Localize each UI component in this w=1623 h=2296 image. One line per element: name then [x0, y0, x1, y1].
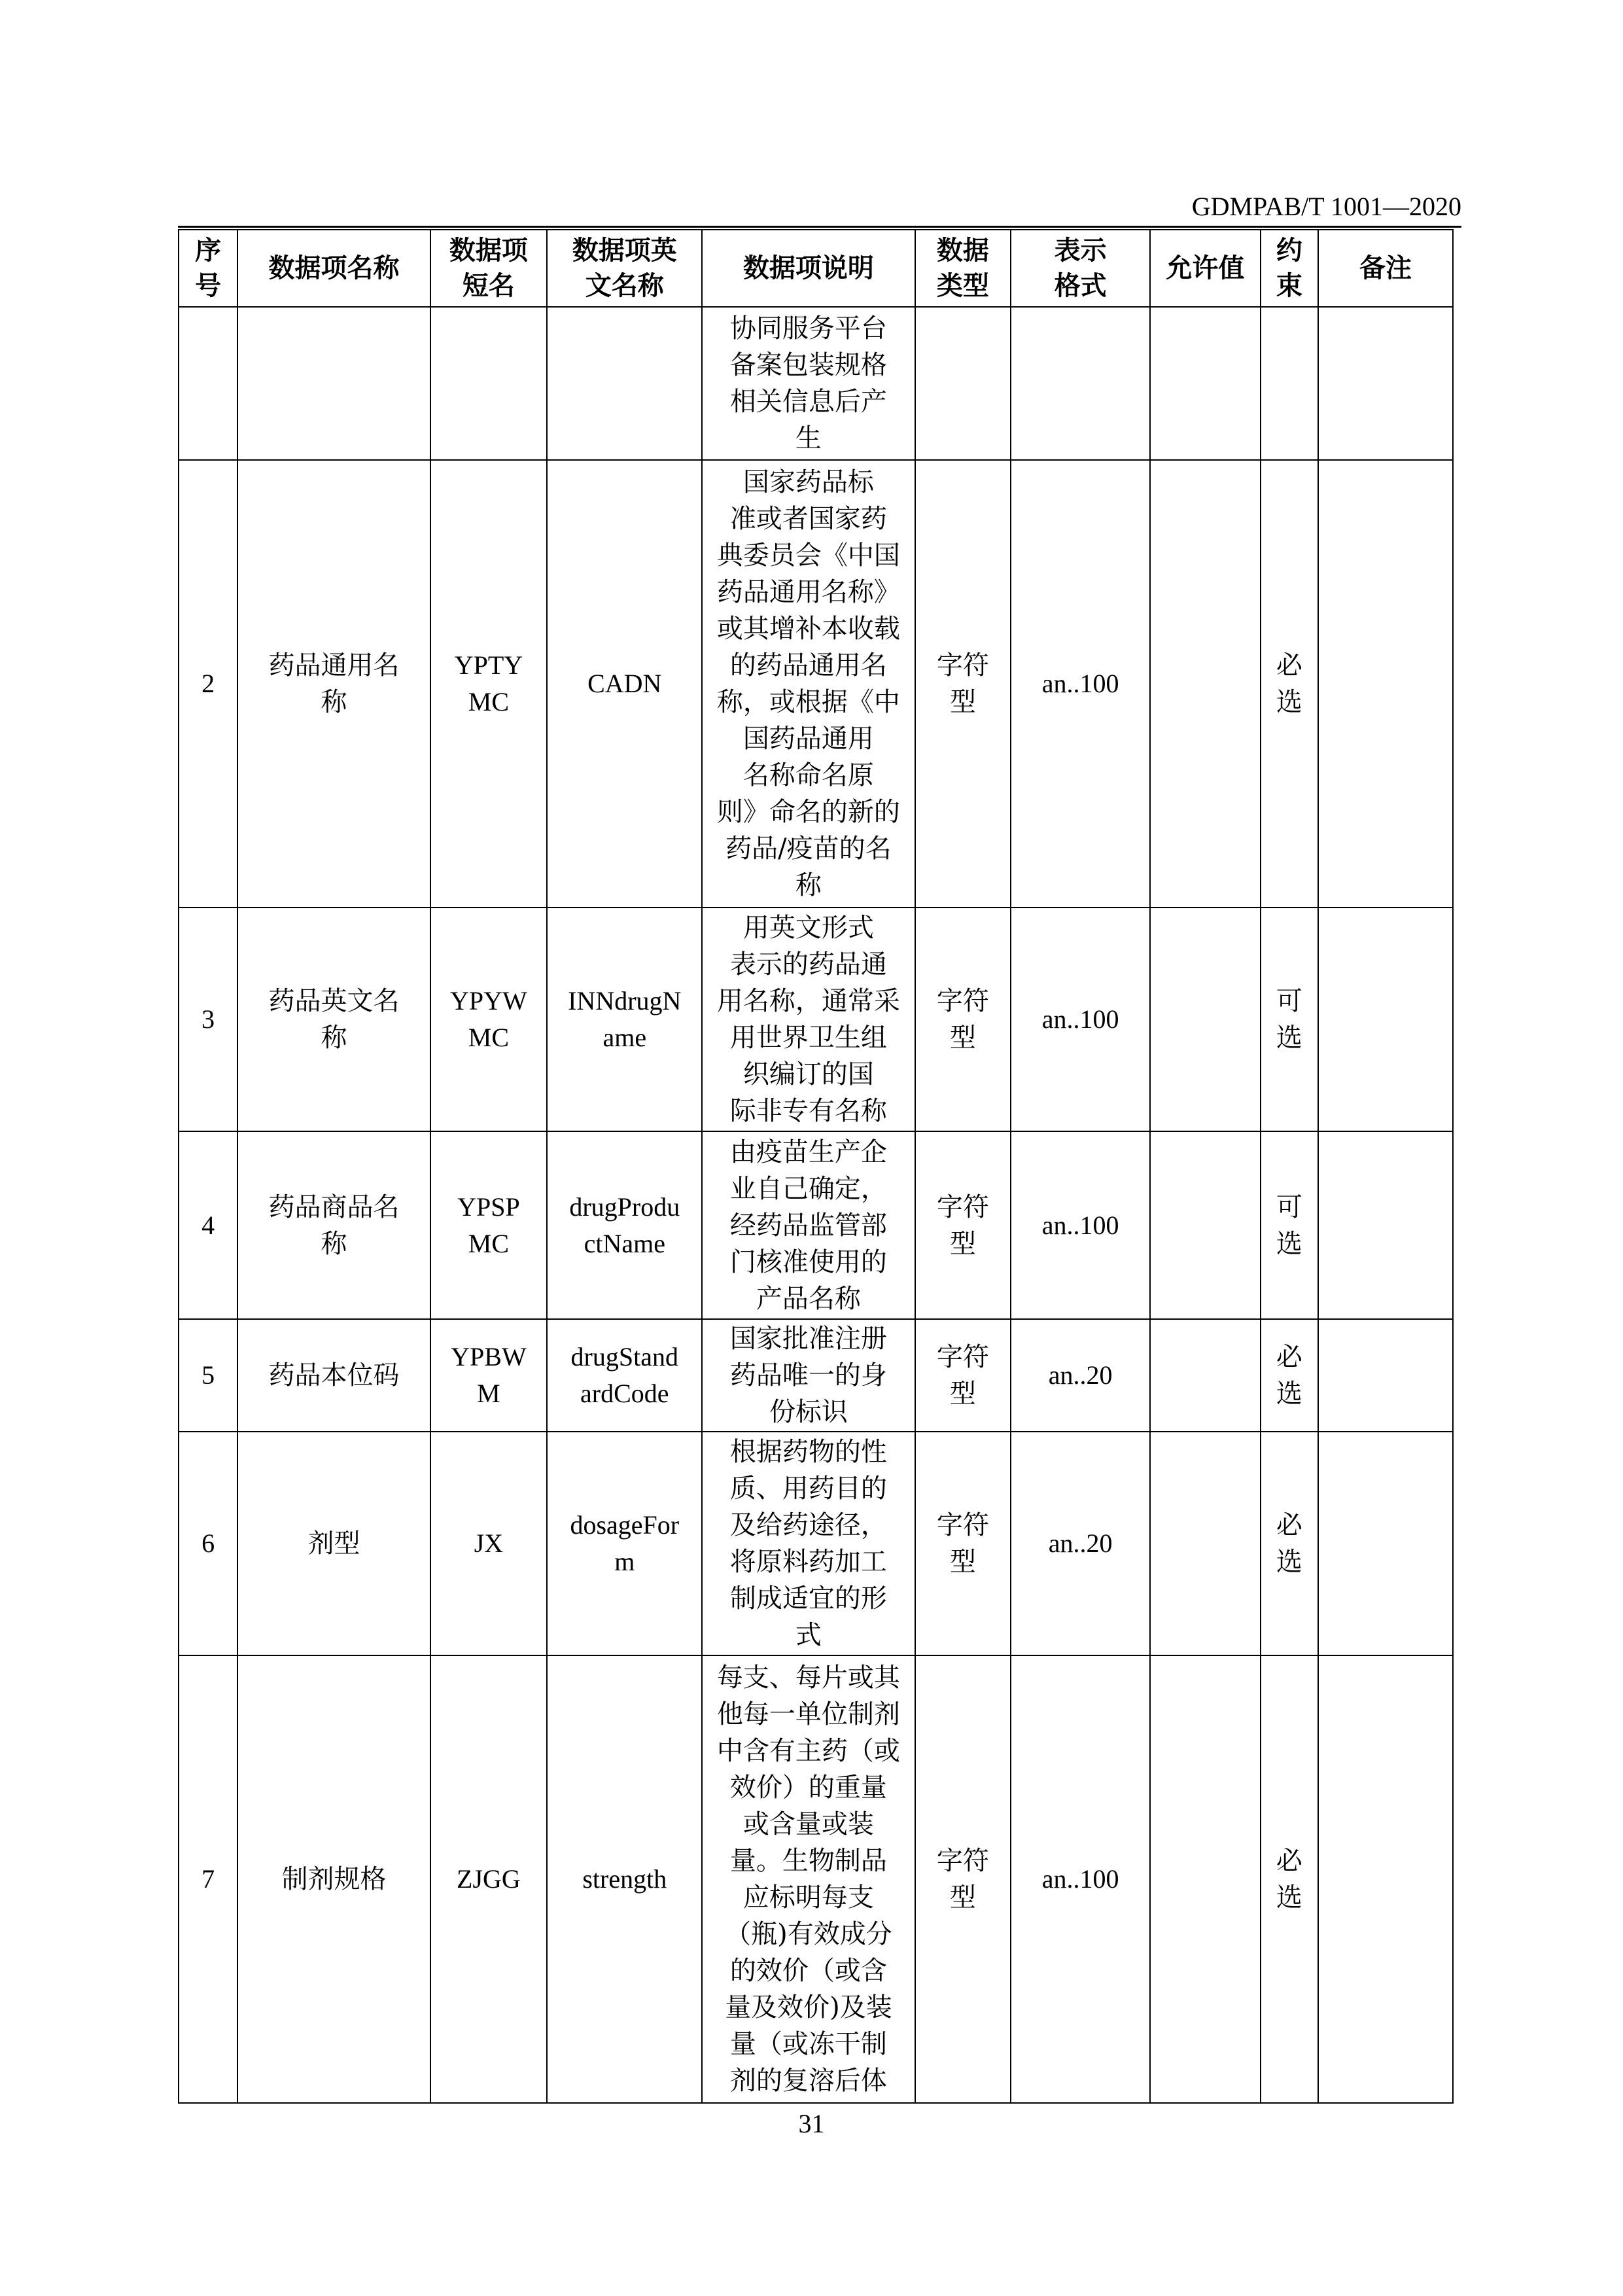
cell-type: [915, 908, 1011, 1131]
cell-text: 可 选: [1276, 986, 1302, 1053]
cell-desc: [702, 307, 915, 460]
cell-text: 6: [201, 1528, 215, 1558]
header-cell-text: 数据项英 文名称: [572, 236, 677, 301]
header-cell-text: 数据 类型: [936, 236, 989, 301]
cell-text: ZJGG: [457, 1864, 521, 1894]
cell-allowed: [1150, 908, 1261, 1131]
header-note: [1318, 230, 1453, 307]
cell-note: [1318, 1319, 1453, 1432]
cell-desc: [702, 1655, 915, 2103]
cell-type: [915, 460, 1011, 908]
cell-name: [237, 460, 430, 908]
cell-seq: [179, 307, 237, 460]
cell-name: [237, 307, 430, 460]
cell-text: YPYW MC: [450, 986, 527, 1052]
cell-text: JX: [474, 1528, 504, 1558]
cell-text: 字符 型: [936, 650, 989, 717]
cell-text: 7: [201, 1864, 215, 1894]
cell-text: 必 选: [1276, 1510, 1302, 1577]
cell-text: an..20: [1048, 1528, 1113, 1558]
page-number: 31: [798, 2109, 825, 2138]
cell-seq: [179, 908, 237, 1131]
cell-short: [430, 908, 548, 1131]
cell-en: [547, 1131, 702, 1319]
header-en: [547, 230, 702, 307]
header-desc: [702, 230, 915, 307]
cell-desc: [702, 460, 915, 908]
header-constraint: [1261, 230, 1318, 307]
table-header-row: [179, 230, 1453, 307]
cell-text: 每支、每片或其 他每一单位制剂 中含有主药（或 效价）的重量 或含量或装 量。生物制品 应标明每支 （瓶)有效成分 的效价（或含 量及效价)及装 量（或冻干制 剂的复溶后体: [716, 1663, 900, 2096]
cell-text: dosageFor m: [570, 1510, 680, 1576]
data-item-table: [178, 229, 1454, 2104]
cell-text: 5: [201, 1360, 215, 1390]
cell-desc: [702, 1131, 915, 1319]
cell-constraint: [1261, 1319, 1318, 1432]
cell-text: 字符 型: [936, 986, 989, 1053]
cell-type: [915, 1131, 1011, 1319]
cell-en: [547, 1319, 702, 1432]
cell-en: [547, 307, 702, 460]
cell-text: YPSP MC: [457, 1192, 520, 1258]
cell-text: YPBW M: [451, 1342, 527, 1408]
cell-constraint: [1261, 908, 1318, 1131]
cell-format: [1011, 1319, 1150, 1432]
document-code: GDMPAB/T 1001—2020: [1191, 192, 1461, 221]
cell-note: [1318, 1131, 1453, 1319]
cell-format: [1011, 1432, 1150, 1655]
cell-format: [1011, 460, 1150, 908]
cell-allowed: [1150, 1655, 1261, 2103]
cell-en: [547, 908, 702, 1131]
cell-note: [1318, 460, 1453, 908]
cell-text: 由疫苗生产企 业自己确定， 经药品监管部 门核准使用的 产品名称: [729, 1137, 887, 1314]
cell-text: YPTY MC: [454, 650, 523, 716]
cell-short: [430, 1319, 548, 1432]
header-format: [1011, 230, 1150, 307]
header-name: [237, 230, 430, 307]
cell-text: 药品本位码: [268, 1360, 400, 1390]
cell-name: [237, 1131, 430, 1319]
cell-text: an..100: [1041, 669, 1119, 698]
header-cell-text: 数据项说明: [742, 253, 874, 283]
cell-text: 字符 型: [936, 1342, 989, 1409]
cell-text: 3: [201, 1004, 215, 1034]
cell-allowed: [1150, 1131, 1261, 1319]
cell-text: 根据药物的性 质、用药目的 及给药途径， 将原料药加工 制成适宜的形 式: [729, 1437, 887, 1650]
header-cell-text: 表示 格式: [1054, 236, 1107, 301]
cell-allowed: [1150, 460, 1261, 908]
cell-type: [915, 1655, 1011, 2103]
cell-en: [547, 1655, 702, 2103]
header-cell-text: 约 束: [1276, 236, 1302, 301]
cell-text: an..100: [1041, 1210, 1119, 1240]
cell-text: 制剂规格: [281, 1864, 387, 1894]
cell-note: [1318, 1432, 1453, 1655]
table-row: [179, 460, 1453, 908]
cell-text: 可 选: [1276, 1192, 1302, 1259]
cell-text: 剂型: [307, 1528, 360, 1559]
cell-desc: [702, 1432, 915, 1655]
cell-note: [1318, 1655, 1453, 2103]
header-type: [915, 230, 1011, 307]
cell-allowed: [1150, 1319, 1261, 1432]
table-row: [179, 1655, 1453, 2103]
table-row: [179, 1131, 1453, 1319]
cell-constraint: [1261, 307, 1318, 460]
cell-allowed: [1150, 307, 1261, 460]
header-allowed: [1150, 230, 1261, 307]
cell-seq: [179, 460, 237, 908]
cell-constraint: [1261, 1131, 1318, 1319]
cell-format: [1011, 1131, 1150, 1319]
cell-text: 药品商品名 称: [268, 1192, 400, 1259]
cell-format: [1011, 908, 1150, 1131]
table-row: [179, 1319, 1453, 1432]
cell-format: [1011, 1655, 1150, 2103]
cell-text: 药品英文名 称: [268, 986, 400, 1053]
cell-desc: [702, 1319, 915, 1432]
cell-note: [1318, 908, 1453, 1131]
cell-text: 字符 型: [936, 1510, 989, 1577]
cell-text: an..20: [1048, 1360, 1113, 1390]
cell-text: 国家批准注册 药品唯一的身 份标识: [729, 1324, 887, 1427]
header-cell-text: 序 号: [195, 236, 222, 301]
cell-text: 必 选: [1276, 1846, 1302, 1913]
table-row: [179, 1432, 1453, 1655]
cell-note: [1318, 307, 1453, 460]
cell-text: 必 选: [1276, 1342, 1302, 1409]
cell-text: 4: [201, 1210, 215, 1240]
cell-constraint: [1261, 1655, 1318, 2103]
table-row: [179, 307, 1453, 460]
table-row: [179, 908, 1453, 1131]
cell-name: [237, 1432, 430, 1655]
cell-type: [915, 1319, 1011, 1432]
cell-seq: [179, 1655, 237, 2103]
cell-en: [547, 460, 702, 908]
cell-allowed: [1150, 1432, 1261, 1655]
cell-seq: [179, 1432, 237, 1655]
cell-text: 药品通用名 称: [268, 650, 400, 717]
cell-name: [237, 908, 430, 1131]
cell-text: drugStand ardCode: [570, 1342, 678, 1408]
header-cell-text: 备注: [1359, 253, 1412, 283]
cell-name: [237, 1655, 430, 2103]
cell-short: [430, 1432, 548, 1655]
cell-short: [430, 460, 548, 908]
cell-constraint: [1261, 1432, 1318, 1655]
header-rule: [178, 226, 1461, 228]
cell-text: an..100: [1041, 1864, 1119, 1894]
cell-name: [237, 1319, 430, 1432]
cell-text: 国家药品标 准或者国家药 典委员会《中国 药品通用名称》 或其增补本收载 的药品通用名 称，或根据《中 国药品通用 名称命名原 则》命名的新的 药品/疫苗的名 称: [716, 467, 900, 900]
cell-en: [547, 1432, 702, 1655]
cell-short: [430, 307, 548, 460]
cell-short: [430, 1655, 548, 2103]
cell-text: 用英文形式 表示的药品通 用名称，通常采 用世界卫生组 织编订的国 际非专有名称: [716, 913, 900, 1126]
cell-constraint: [1261, 460, 1318, 908]
cell-text: 字符 型: [936, 1192, 989, 1259]
cell-type: [915, 307, 1011, 460]
cell-format: [1011, 307, 1150, 460]
cell-seq: [179, 1131, 237, 1319]
cell-text: CADN: [587, 669, 662, 698]
cell-text: 2: [201, 669, 215, 698]
cell-type: [915, 1432, 1011, 1655]
cell-seq: [179, 1319, 237, 1432]
cell-text: an..100: [1041, 1004, 1119, 1034]
header-short: [430, 230, 548, 307]
cell-short: [430, 1131, 548, 1319]
header-cell-text: 允许值: [1166, 253, 1245, 283]
header-cell-text: 数据项 短名: [449, 236, 528, 301]
cell-desc: [702, 908, 915, 1131]
cell-text: 协同服务平台 备案包装规格 相关信息后产 生: [729, 313, 887, 453]
header-cell-text: 数据项名称: [268, 253, 400, 283]
cell-text: 必 选: [1276, 650, 1302, 717]
cell-text: strength: [582, 1864, 667, 1894]
header-seq: [179, 230, 237, 307]
cell-text: 字符 型: [936, 1846, 989, 1913]
cell-text: drugProdu ctName: [569, 1192, 680, 1258]
cell-text: INNdrugN ame: [568, 986, 682, 1052]
